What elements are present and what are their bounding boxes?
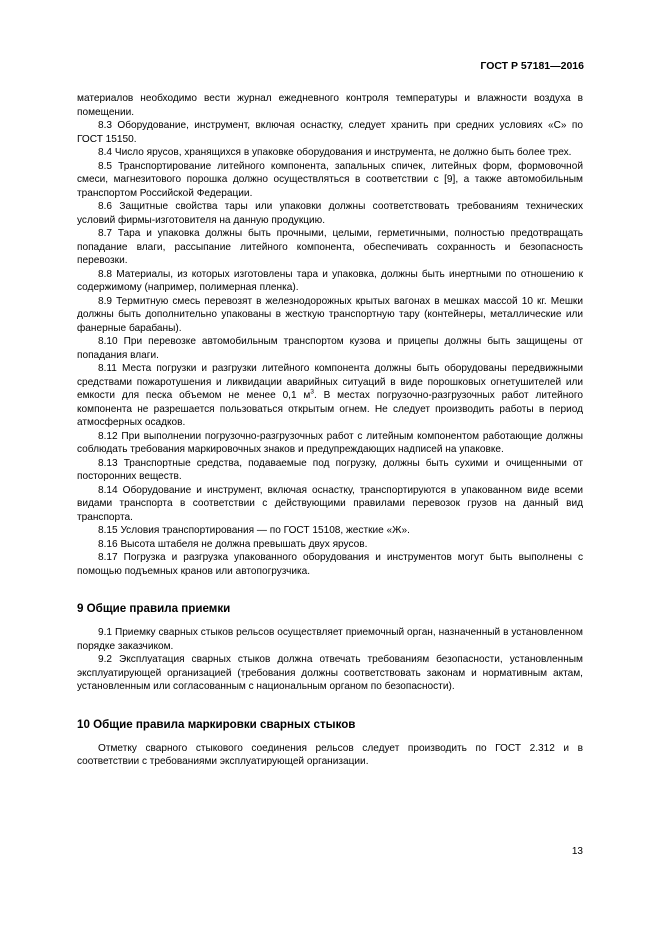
paragraph-9-1: 9.1 Приемку сварных стыков рельсов осуществляет приемочный орган, назначенный в установленном порядке заказчиком. xyxy=(77,627,583,652)
paragraph-8-14: 8.14 Оборудование и инструмент, включая оснастку, транспортируются в упакованном виде всеми видами транспорта в соответствии с действующими правилами перевозок грузов на данный вид транспорта. xyxy=(77,484,583,523)
paragraph-8-15: 8.15 Условия транспортирования — по ГОСТ 15108, жесткие «Ж». xyxy=(98,525,410,536)
paragraph-8-10: 8.10 При перевозке автомобильным транспортом кузова и прицепы должны быть защищены от попадания влаги. xyxy=(77,336,583,361)
paragraph-8-6: 8.6 Защитные свойства тары или упаковки должны соответствовать требованиям технических условий фирмы-изготовителя на данную продукцию. xyxy=(77,201,583,226)
section-10-title: 10 Общие правила маркировки сварных стыков xyxy=(77,717,356,731)
page-content xyxy=(77,92,583,769)
paragraph-8-7: 8.7 Тара и упаковка должны быть прочными, целыми, герметичными, полностью предотвращать попадание влаги, рассыпание литейного компонента, обеспечивать сохранность и безопасность перевозки. xyxy=(77,228,583,266)
paragraph-8-4: 8.4 Число ярусов, хранящихся в упаковке оборудования и инструмента, не должно быть более трех. xyxy=(98,147,572,158)
paragraph-8-13: 8.13 Транспортные средства, подаваемые под погрузку, должны быть сухими и очищенными от посторонних веществ. xyxy=(77,457,583,482)
paragraph-8-9: 8.9 Термитную смесь перевозят в железнодорожных крытых вагонах в мешках массой 10 кг. Мешки должны быть дополнительно упакованы в жесткую транспортную тару (контейнеры, металлические или фанерные барабаны). xyxy=(77,295,583,334)
paragraph-8-5: 8.5 Транспортирование литейного компонента, запальных спичек, литейных форм, формовочной смеси, магнезитового порошка должно осуществляться в соответствии с [9], а также автомобильным транспортом Российской Федерации. xyxy=(77,160,583,199)
paragraph-8-8: 8.8 Материалы, из которых изготовлены тара и упаковка, должны быть инертными по отношению к содержимому (например, полимерная пленка). xyxy=(77,268,583,293)
paragraph-9-2: 9.2 Эксплуатация сварных стыков должна отвечать требованиям безопасности, установленным эксплуатирующей организацией (требования должны соответствовать законам и нормативным актам, установленным или согласованным с национальным органом по безопасности). xyxy=(77,654,583,692)
paragraph-10: Отметку сварного стыкового соединения рельсов следует производить по ГОСТ 2.312 и в соответствии с требованиями эксплуатирующей организации. xyxy=(77,742,583,767)
paragraph-8-11 xyxy=(77,362,583,430)
paragraph-8-17: 8.17 Погрузка и разгрузка упакованного оборудования и инструментов могут быть выполнены с помощью подъемных кранов или автопогрузчика. xyxy=(77,552,583,577)
paragraph-8-2-continuation: материалов необходимо вести журнал ежедневного контроля температуры и влажности воздуха в помещении. xyxy=(77,93,583,118)
superscript-cubic: 3 xyxy=(310,388,314,396)
paragraph-8-3: 8.3 Оборудование, инструмент, включая оснастку, следует хранить при средних условиях «С» по ГОСТ 15150. xyxy=(77,120,583,145)
paragraph-8-16: 8.16 Высота штабеля не должна превышать двух ярусов. xyxy=(98,538,368,550)
paragraph-8-11-part2: . В местах погрузочно-разгрузочных работ литейного компонента не разрешается пользоваться открытым огнем. Не следует производить работы в период атмосферных осадков. xyxy=(77,390,583,428)
section-10-heading xyxy=(77,718,583,731)
paragraph-8-12: 8.12 При выполнении погрузочно-разгрузочных работ с литейным компонентом работающие должны соблюдать требования маркировочных знаков и предупреждающих надписей на упаковке. xyxy=(77,430,583,455)
page-number: 13 xyxy=(571,846,583,857)
document-code: ГОСТ Р 57181—2016 xyxy=(480,60,584,72)
paragraph-8-11-part1: 8.11 Места погрузки и разгрузки литейного компонента должны быть оборудованы передвижными средствами пожаротушения и ликвидации аварийных ситуаций в виде порошковых огнетушителей или емкости для песка объемом не менее 0,1 м xyxy=(77,363,583,401)
section-9-heading xyxy=(77,602,583,615)
section-9-title: 9 Общие правила приемки xyxy=(77,602,231,615)
